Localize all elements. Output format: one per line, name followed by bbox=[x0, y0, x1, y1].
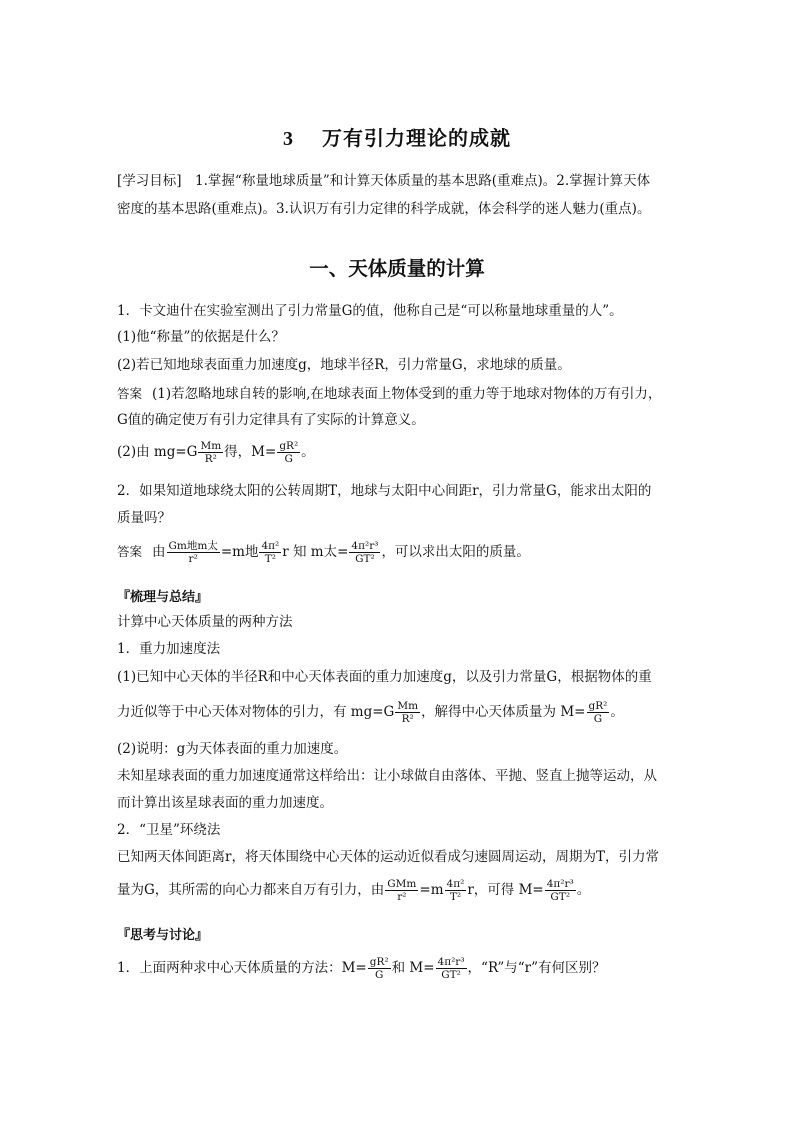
frac-num: 4π² bbox=[261, 540, 280, 552]
q1-sub1: (1)他“称量”的依据是什么？ bbox=[117, 329, 285, 345]
frac-num: 4π²r³ bbox=[437, 956, 465, 968]
objectives-line1: [学习目标] 1.掌握“称量地球质量”和计算天体质量的基本思路(重难点)。2.掌握计算天体 bbox=[117, 173, 651, 189]
fraction bbox=[277, 440, 300, 465]
fraction bbox=[198, 440, 223, 465]
q1-sub2: (2)若已知地球表面重力加速度g，地球半径R，引力常量G，求地球的质量。 bbox=[117, 357, 571, 373]
frac-num: 4π²r³ bbox=[351, 540, 379, 552]
frac-num: Gm地m太 bbox=[168, 540, 218, 552]
frac-den: r² bbox=[188, 553, 198, 565]
method1-title: 1．重力加速度法 bbox=[117, 641, 221, 657]
formula-text: 和 M= bbox=[391, 960, 435, 976]
formula-text: =m bbox=[419, 882, 444, 898]
formula-text: ，解得中心天体质量为 M= bbox=[421, 704, 586, 720]
summary-intro: 计算中心天体质量的两种方法 bbox=[117, 614, 293, 630]
frac-den: G bbox=[284, 453, 293, 465]
formula-text: 。 bbox=[610, 704, 624, 720]
formula-text: r 知 m太= bbox=[282, 544, 349, 560]
frac-den: R² bbox=[401, 713, 414, 725]
frac-num: GMm bbox=[387, 878, 417, 890]
formula-text: 量为G，其所需的向心力都来自万有引力，由 bbox=[117, 882, 385, 898]
discussion-question bbox=[117, 956, 606, 981]
formula-text: ，可以求出太阳的质量。 bbox=[381, 544, 530, 560]
fraction bbox=[385, 878, 418, 903]
frac-num: 4π²r³ bbox=[546, 878, 574, 890]
frac-num: 4π² bbox=[446, 878, 465, 890]
frac-num: gR² bbox=[369, 956, 389, 968]
fraction bbox=[349, 540, 380, 565]
q2-line1: 2．如果知道地球绕太阳的公转周期T，地球与太阳中心间距r，引力常量G，能求出太阳的 bbox=[117, 483, 652, 499]
method2-line1: 已知两天体间距离r，将天体围绕中心天体的运动近似看成匀速圆周运动，周期为T，引力常 bbox=[117, 849, 659, 865]
page-title bbox=[0, 122, 794, 151]
formula-text: r，可得 M= bbox=[467, 882, 544, 898]
frac-num: Mm bbox=[200, 440, 222, 452]
fraction bbox=[167, 540, 220, 565]
q2-line2: 质量吗？ bbox=[117, 510, 171, 526]
fraction bbox=[368, 956, 391, 981]
method1-line1: (1)已知中心天体的半径R和中心天体表面的重力加速度g，以及引力常量G，根据物体的重 bbox=[117, 669, 652, 685]
fraction bbox=[259, 540, 281, 565]
method2-title: 2．“卫星”环绕法 bbox=[117, 822, 221, 838]
frac-den: T² bbox=[449, 891, 462, 903]
frac-den: G bbox=[593, 713, 603, 725]
title-number: 3 bbox=[283, 128, 294, 150]
objectives-line2: 密度的基本思路(重难点)。3.认识万有引力定律的科学成就，体会科学的迷人魅力(重点)。 bbox=[117, 201, 651, 217]
frac-den: R² bbox=[204, 453, 217, 465]
fraction bbox=[445, 878, 467, 903]
fraction bbox=[587, 700, 610, 725]
discussion-tag: 『思考与讨论』 bbox=[117, 928, 209, 943]
method1-note2a: 未知星球表面的重力加速度通常这样给出：让小球做自由落体、平抛、竖直上抛等运动，从 bbox=[117, 768, 657, 784]
q1-answer2 bbox=[117, 440, 315, 465]
q1-answer1 bbox=[117, 384, 661, 404]
frac-num: gR² bbox=[588, 700, 608, 712]
formula-text: 1．上面两种求中心天体质量的方法：M= bbox=[117, 960, 367, 976]
answer-label: 答案 bbox=[117, 386, 143, 401]
frac-num: gR² bbox=[279, 440, 299, 452]
frac-den: T² bbox=[264, 553, 276, 565]
formula-text: 。 bbox=[576, 882, 591, 898]
summary-tag: 『梳理与总结』 bbox=[117, 590, 209, 605]
q1-answer1b: G值的确定使万有引力定律具有了实际的计算意义。 bbox=[117, 412, 425, 428]
method1-line2 bbox=[117, 700, 624, 725]
formula-text: ，“R”与“r”有何区别？ bbox=[467, 960, 606, 976]
fraction bbox=[395, 700, 420, 725]
frac-den: GT² bbox=[550, 891, 571, 903]
formula-text: 。 bbox=[301, 444, 315, 460]
section-heading: 一、天体质量的计算 bbox=[309, 257, 485, 280]
q2-answer bbox=[117, 540, 530, 565]
formula-text: 力近似等于中心天体对物体的引力，有 mg=G bbox=[117, 704, 395, 720]
q1-line1: 1．卡文迪什在实验室测出了引力常量G的值，他称自己是“可以称量地球重量的人”。 bbox=[117, 303, 623, 319]
fraction bbox=[545, 878, 576, 903]
q1-answer1-text: (1)若忽略地球自转的影响,在地球表面上物体受到的重力等于地球对物体的万有引力， bbox=[152, 386, 662, 402]
frac-num: Mm bbox=[397, 700, 419, 712]
formula-text: =m地 bbox=[220, 544, 259, 560]
frac-den: GT² bbox=[441, 969, 461, 981]
formula-text: 由 bbox=[152, 544, 166, 560]
frac-den: r² bbox=[397, 891, 407, 903]
method1-note2b: 而计算出该星球表面的重力加速度。 bbox=[117, 795, 333, 811]
title-text: 万有引力理论的成就 bbox=[322, 126, 511, 150]
formula-text: 得，M= bbox=[224, 444, 277, 460]
fraction bbox=[436, 956, 467, 981]
method2-line2 bbox=[117, 878, 590, 903]
frac-den: G bbox=[374, 969, 384, 981]
method1-note: (2)说明：g为天体表面的重力加速度。 bbox=[117, 741, 348, 757]
frac-den: GT² bbox=[355, 553, 375, 565]
answer-label: 答案 bbox=[117, 544, 143, 559]
formula-text: (2)由 mg=G bbox=[117, 444, 198, 460]
